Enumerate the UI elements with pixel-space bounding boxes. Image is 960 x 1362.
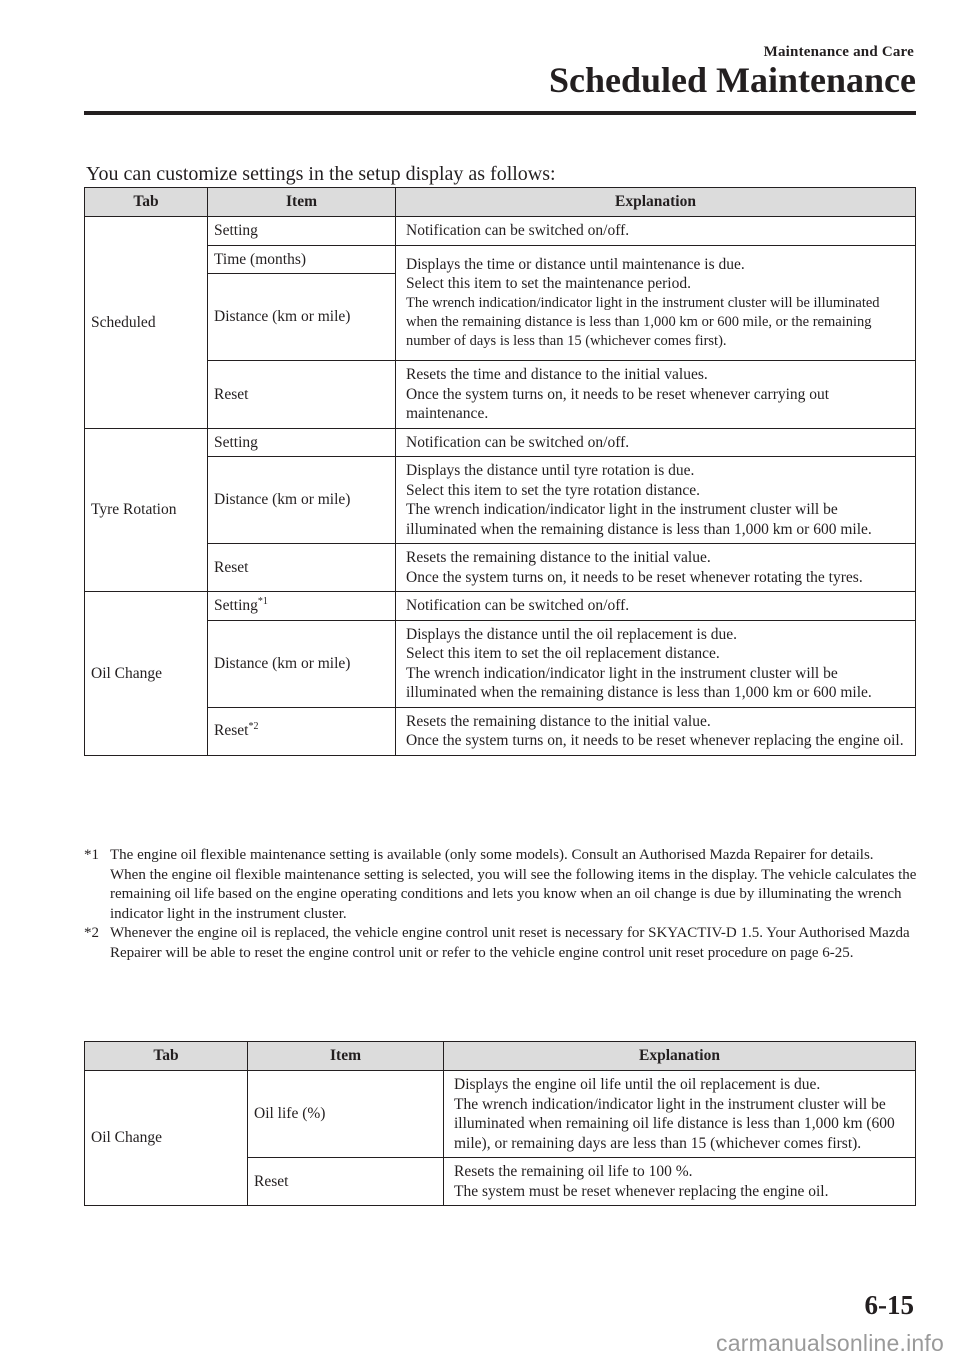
table-row — [85, 245, 916, 274]
table-row — [85, 592, 916, 621]
table-row — [85, 1071, 916, 1158]
footnote-ref-1: *1 — [257, 595, 268, 607]
header-explanation: Explanation — [444, 1042, 916, 1071]
table-row — [85, 544, 916, 592]
item-cell: Oil life (%) — [248, 1071, 444, 1158]
footnote-mark: *2 — [84, 925, 99, 941]
item-cell: Reset$^{*2}$ — [208, 707, 396, 755]
explanation-cell: Resets the remaining oil life to 100 %. The system must be reset whenever replacing the engine oil. — [444, 1158, 916, 1206]
table-row — [85, 361, 916, 429]
item-cell: Setting — [208, 217, 396, 246]
item-cell: Distance (km or mile) — [208, 620, 396, 707]
header-item: Item — [248, 1042, 444, 1071]
footnote-2 — [84, 924, 920, 963]
section-label: Maintenance and Care — [763, 44, 914, 60]
setup-settings-table — [84, 187, 916, 756]
footnote-1 — [84, 846, 920, 924]
intro-text: You can customize settings in the setup display as follows: — [86, 163, 556, 185]
footnote-mark: *1 — [84, 847, 99, 863]
footnote-ref-2: *2 — [248, 721, 259, 733]
explanation-cell: Displays the time or distance until maintenance is due. Select this item to set the maintenance period. The wrench indication/indicator light in the instrument cluster will be illuminated when the remaining distance is less than 1,000 km or 600 mile, or the remaining number of days is less than 15 (whichever comes first). — [396, 245, 916, 361]
explanation-cell: Notification can be switched on/off. — [396, 592, 916, 621]
item-cell: Distance (km or mile) — [208, 457, 396, 544]
table-row — [85, 620, 916, 707]
footnotes — [84, 846, 920, 963]
item-cell: Reset — [208, 544, 396, 592]
explanation-cell: Notification can be switched on/off. — [396, 428, 916, 457]
oil-life-table — [84, 1041, 916, 1206]
explanation-cell: Resets the time and distance to the initial values. Once the system turns on, it needs to be reset whenever carrying out maintenance. — [396, 361, 916, 429]
table-row — [85, 707, 916, 755]
item-cell: Reset — [208, 361, 396, 429]
tab-cell-scheduled: Scheduled — [85, 217, 208, 429]
page-title: Scheduled Maintenance — [548, 60, 916, 100]
item-cell: Setting$^{*1}$ — [208, 592, 396, 621]
table-row — [85, 217, 916, 246]
item-cell: Distance (km or mile) — [208, 274, 396, 361]
table-header-row — [85, 188, 916, 217]
header-explanation: Explanation — [396, 188, 916, 217]
header-tab: Tab — [85, 1042, 248, 1071]
footnote-text: When the engine oil flexible maintenance setting is selected, you will see the following items in the display. The vehicle calculates the remaining oil life based on the engine operating conditions and lets you know when an oil change is due by illuminating the wrench indicator light in the instrument cluster. — [110, 866, 917, 922]
tab-cell-tyre-rotation: Tyre Rotation — [85, 428, 208, 592]
item-cell: Setting — [208, 428, 396, 457]
explanation-cell: Resets the remaining distance to the initial value. Once the system turns on, it needs to be reset whenever replacing the engine oil. — [396, 707, 916, 755]
explanation-cell: Displays the distance until tyre rotation is due. Select this item to set the tyre rotation distance. The wrench indication/indicator light in the instrument cluster will be illuminated when the remaining distance is less than 1,000 km or 600 mile. — [396, 457, 916, 544]
table-row — [85, 457, 916, 544]
table-header-row — [85, 1042, 916, 1071]
table-row — [85, 428, 916, 457]
footnote-text: Whenever the engine oil is replaced, the vehicle engine control unit reset is necessary for SKYACTIV-D 1.5. Your Authorised Mazda Repairer will be able to reset the engine control unit or refer to the vehicle engine control unit reset procedure on page 6-25. — [110, 925, 910, 961]
item-cell: Reset — [248, 1158, 444, 1206]
explanation-cell: Displays the engine oil life until the oil replacement is due. The wrench indication/indicator light in the instrument cluster will be illuminated when remaining oil life distance is less than 1,000 km (600 mile), or remaining days are less than 15 (whichever comes first). — [444, 1071, 916, 1158]
header-item: Item — [208, 188, 396, 217]
explanation-cell: Notification can be switched on/off. — [396, 217, 916, 246]
item-cell: Time (months) — [208, 245, 396, 274]
explanation-cell: Displays the distance until the oil replacement is due. Select this item to set the oil replacement distance. The wrench indication/indicator light in the instrument cluster will be illuminated when the remaining distance is less than 1,000 km or 600 mile. — [396, 620, 916, 707]
tab-cell-oil-change: Oil Change — [85, 1071, 248, 1206]
header-tab: Tab — [85, 188, 208, 217]
page-number: 6-15 — [864, 1290, 914, 1320]
watermark: carmanualsonline.info — [716, 1330, 944, 1356]
header-rule — [84, 111, 916, 115]
tab-cell-oil-change: Oil Change — [85, 592, 208, 756]
explanation-cell: Resets the remaining distance to the initial value. Once the system turns on, it needs to be reset whenever rotating the tyres. — [396, 544, 916, 592]
footnote-text: The engine oil flexible maintenance setting is available (only some models). Consult an Authorised Mazda Repairer for details. — [110, 847, 874, 863]
